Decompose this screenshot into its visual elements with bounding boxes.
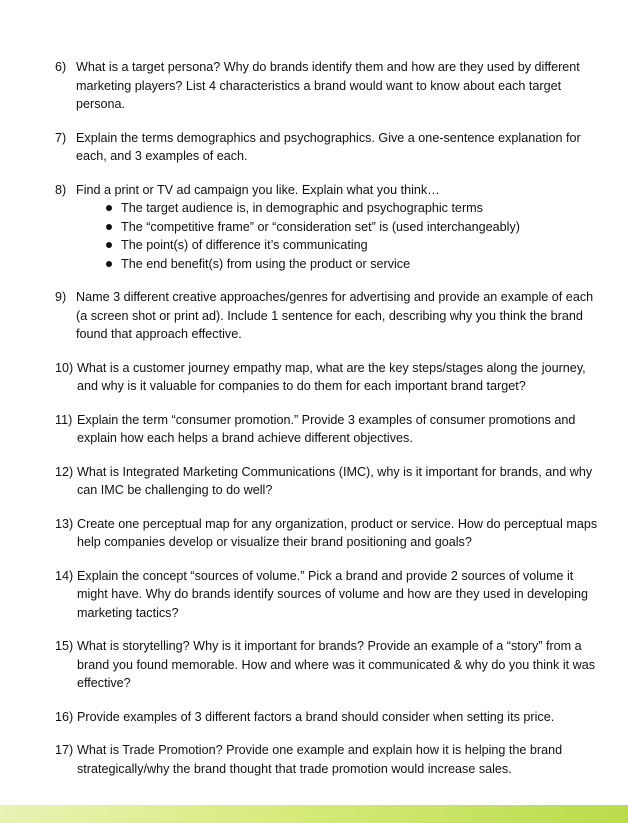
question-number: 14) [55,568,74,583]
question-number: 6) [55,60,67,74]
question-8-bullet-list [76,199,604,273]
question-text: What is a customer journey empathy map, what are the key steps/stages along the journey, and why is it valuable for companies to do them for each important brand target? [77,360,586,393]
bullet-text: The point(s) of difference it’s communicating [121,238,368,252]
question-6 [55,58,604,114]
bullet-text: The end benefit(s) from using the product or service [121,256,411,271]
bullet-item [106,255,604,274]
question-list [55,58,604,778]
bullet-icon [106,224,112,230]
bullet-icon [106,261,112,267]
question-number: 16) [55,709,74,724]
question-text: Find a print or TV ad campaign you like. Explain what you think… [76,182,440,197]
bullet-icon [106,242,112,248]
question-number: 12) [55,464,74,479]
question-text: What is a target persona? Why do brands identify them and how are they used by different marketing players? List 4 characteristics a brand would want to know about each target persona. [76,60,580,111]
question-text: Create one perceptual map for any organization, product or service. How do perceptual maps help companies develop or visualize their brand positioning and goals? [77,516,598,549]
question-number: 15) [55,639,74,653]
question-number: 7) [55,130,67,145]
question-13 [55,515,604,552]
question-number: 17) [55,743,74,757]
question-number: 11) [55,412,73,427]
question-16 [55,708,604,727]
question-14 [55,567,604,623]
question-number: 9) [55,290,67,304]
question-text: What is storytelling? Why is it important for brands? Provide an example of a “story” from a brand you found memorable. How and where was it communicated & why do you think it was effective? [77,639,596,690]
question-12 [55,463,604,500]
question-number: 10) [55,360,74,375]
question-text: Explain the term “consumer promotion.” Provide 3 examples of consumer promotions and explain how each helps a brand achieve different objectives. [77,412,576,445]
question-text: What is Integrated Marketing Communications (IMC), why is it important for brands, and why can IMC be challenging to do well? [77,464,593,497]
question-17 [55,741,604,778]
question-text: Name 3 different creative approaches/genres for advertising and provide an example of each (a screen shot or print ad). Include 1 sentence for each, describing why you think the brand found that approach effective. [76,290,594,341]
question-11 [55,411,604,448]
question-text: What is Trade Promotion? Provide one example and explain how it is helping the brand strategically/why the brand thought that trade promotion would increase sales. [77,743,563,776]
bullet-text: The target audience is, in demographic and psychographic terms [121,201,483,215]
question-text: Explain the terms demographics and psychographics. Give a one-sentence explanation for each, and 3 examples of each. [76,130,581,163]
bullet-item [106,218,604,237]
question-9 [55,288,604,344]
question-text: Explain the concept “sources of volume.” Pick a brand and provide 2 sources of volume it might have. Why do brands identify sources of volume and how are they used in developing marketing tactics? [77,568,589,620]
question-15 [55,637,604,693]
footer-decorative-bar [0,805,628,823]
bullet-icon [106,205,112,211]
bullet-item [106,199,604,218]
question-7 [55,129,604,166]
question-number: 8) [55,182,67,197]
bullet-text: The “competitive frame” or “consideration set” is (used interchangeably) [121,219,520,234]
question-8 [55,181,604,274]
question-text: Provide examples of 3 different factors a brand should consider when setting its price. [77,709,555,724]
bullet-item [106,236,604,255]
question-10 [55,359,604,396]
question-number: 13) [55,516,74,531]
